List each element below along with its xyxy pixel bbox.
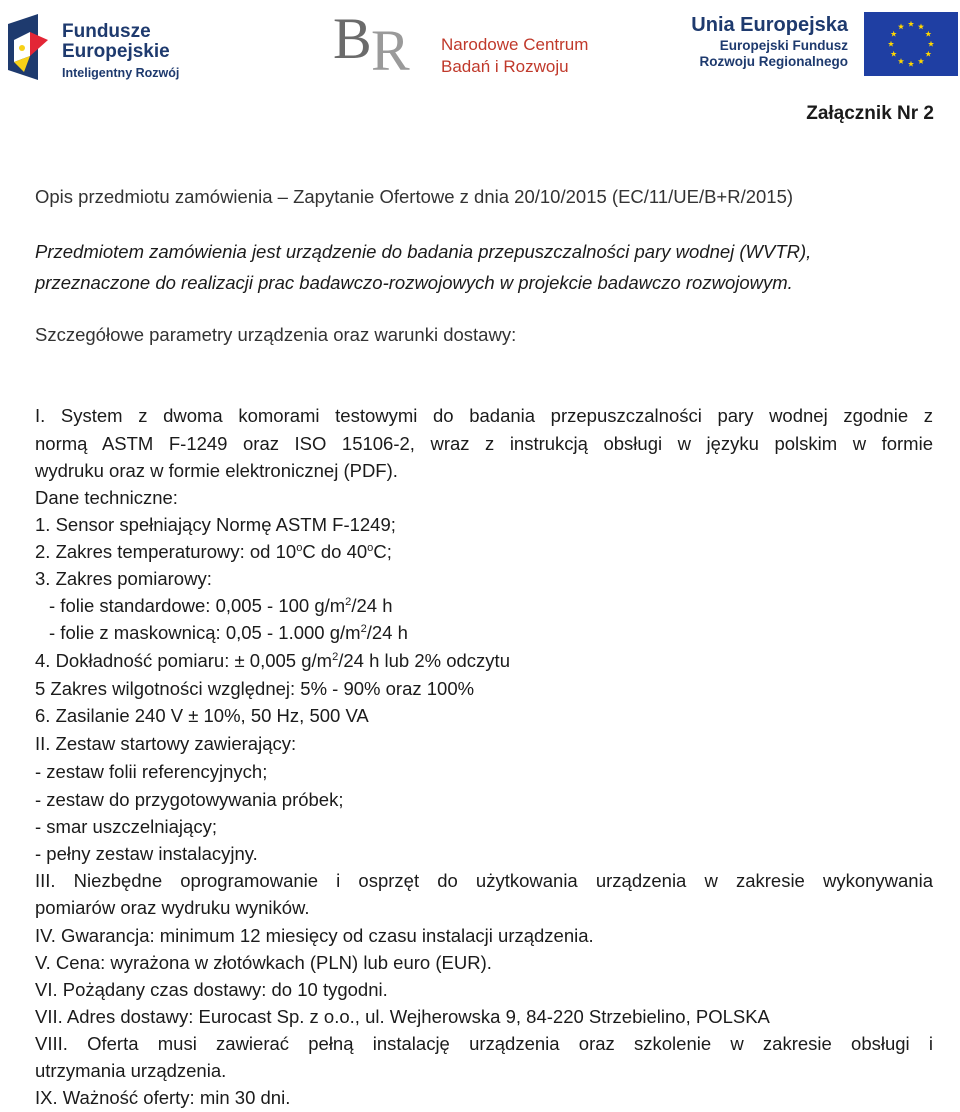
svg-text:B: B (333, 8, 372, 71)
tech-item-3a-part-b: /24 h (351, 595, 393, 616)
fe-flag-icon (8, 14, 56, 80)
tech-item-4 (35, 650, 510, 672)
starter-kit-item: - zestaw folii referencyjnych; (35, 761, 268, 782)
svg-text:R: R (371, 18, 410, 83)
section-3-line-1: III. Niezbędne oprogramowanie i osprzęt do użytkowania urządzenia w zakresie wykonywania (35, 870, 933, 891)
params-heading: Szczegółowe parametry urządzenia oraz warunki dostawy: (35, 324, 517, 345)
section-1-line-2: normą ASTM F-1249 oraz ISO 15106-2, wraz z instrukcją obsługi w języku polskim w formie (35, 433, 933, 454)
section-6: VI. Pożądany czas dostawy: do 10 tygodni. (35, 979, 388, 1000)
section-1-line-1: I. System z dwoma komorami testowymi do badania przepuszczalności pary wodnej zgodnie z (35, 405, 933, 426)
eu-logo (680, 12, 955, 82)
tech-item-3: 3. Zakres pomiarowy: (35, 568, 212, 589)
tech-item-3a-part-a: - folie standardowe: 0,005 - 100 g/m (49, 595, 346, 616)
tech-item-3b-part-b: /24 h (366, 622, 408, 643)
section-5: V. Cena: wyrażona w złotówkach (PLN) lub euro (EUR). (35, 952, 492, 973)
ncbr-logo-line1: Narodowe Centrum (441, 35, 589, 54)
tech-item-2-part-a: 2. Zakres temperaturowy: od 10 (35, 541, 297, 562)
tech-item-6: 6. Zasilanie 240 V ± 10%, 50 Hz, 500 VA (35, 705, 369, 726)
fe-logo-subtitle: Inteligentny Rozwój (62, 66, 180, 80)
tech-item-4-part-a: 4. Dokładność pomiaru: ± 0,005 g/m (35, 650, 333, 671)
section-9: IX. Ważność oferty: min 30 dni. (35, 1087, 291, 1108)
subject-line-1: Przedmiotem zamówienia jest urządzenie do badania przepuszczalności pary wodnej (WVTR), (35, 241, 812, 262)
tech-item-4-sup: 2 (332, 650, 339, 663)
eu-logo-sub2: Rozwoju Regionalnego (699, 54, 848, 69)
section-3-line-2: pomiarów oraz wydruku wyników. (35, 897, 310, 918)
fe-logo-line2: Europejskie (62, 41, 170, 62)
tech-item-2-part-c: C; (373, 541, 392, 562)
eu-logo-sub1: Europejski Fundusz (719, 38, 848, 53)
fe-logo-line1: Fundusze (62, 21, 151, 42)
intro-title: Opis przedmiotu zamówienia – Zapytanie Ofertowe z dnia 20/10/2015 (EC/11/UE/B+R/2015) (35, 186, 794, 207)
br-mark-icon (333, 8, 433, 88)
tech-item-4-part-b: /24 h lub 2% odczytu (338, 650, 510, 671)
tech-data-heading: Dane techniczne: (35, 487, 178, 508)
tech-item-3b-part-a: - folie z maskownicą: 0,05 - 1.000 g/m (49, 622, 361, 643)
eu-logo-title: Unia Europejska (691, 14, 848, 36)
starter-kit-item: - pełny zestaw instalacyjny. (35, 843, 258, 864)
subject-line-2: przeznaczone do realizacji prac badawczo-rozwojowych w projekcie badawczo rozwojowym. (35, 272, 793, 293)
tech-item-5: 5 Zakres wilgotności względnej: 5% - 90% oraz 100% (35, 678, 475, 699)
ncbr-logo-line2: Badań i Rozwoju (441, 57, 569, 76)
tech-item-3b-sup: 2 (360, 622, 367, 635)
section-2-heading: II. Zestaw startowy zawierający: (35, 733, 297, 754)
fe-logo-title (62, 22, 170, 62)
section-7: VII. Adres dostawy: Eurocast Sp. z o.o., ul. Wejherowska 9, 84-220 Strzebielino, POLSKA (35, 1006, 770, 1027)
starter-kit-item: - smar uszczelniający; (35, 816, 217, 837)
section-8-line-2: utrzymania urządzenia. (35, 1060, 227, 1081)
ncbr-logo-text (441, 34, 588, 78)
tech-item-3a (49, 595, 393, 617)
tech-item-3a-sup: 2 (345, 595, 352, 608)
tech-item-3b (49, 622, 408, 644)
eu-flag-icon (864, 12, 958, 76)
tech-item-2-part-b: C do 40 (302, 541, 368, 562)
starter-kit-item: - zestaw do przygotowywania próbek; (35, 789, 344, 810)
section-8-line-1: VIII. Oferta musi zawierać pełną instalację urządzenia oraz szkolenie w zakresie obsługi i (35, 1033, 933, 1054)
fundusze-europejskie-logo (8, 12, 183, 82)
tech-item-1: 1. Sensor spełniający Normę ASTM F-1249; (35, 514, 396, 535)
annex-title: Załącznik Nr 2 (806, 103, 934, 124)
section-1-line-3: wydruku oraz w formie elektronicznej (PDF). (35, 460, 398, 481)
eu-logo-text (680, 12, 848, 70)
section-4: IV. Gwarancja: minimum 12 miesięcy od czasu instalacji urządzenia. (35, 925, 594, 946)
tech-item-2 (35, 541, 392, 563)
tech-item-2-sup-2: o (367, 541, 374, 554)
tech-item-2-sup-1: o (296, 541, 303, 554)
ncbr-logo (333, 8, 589, 88)
